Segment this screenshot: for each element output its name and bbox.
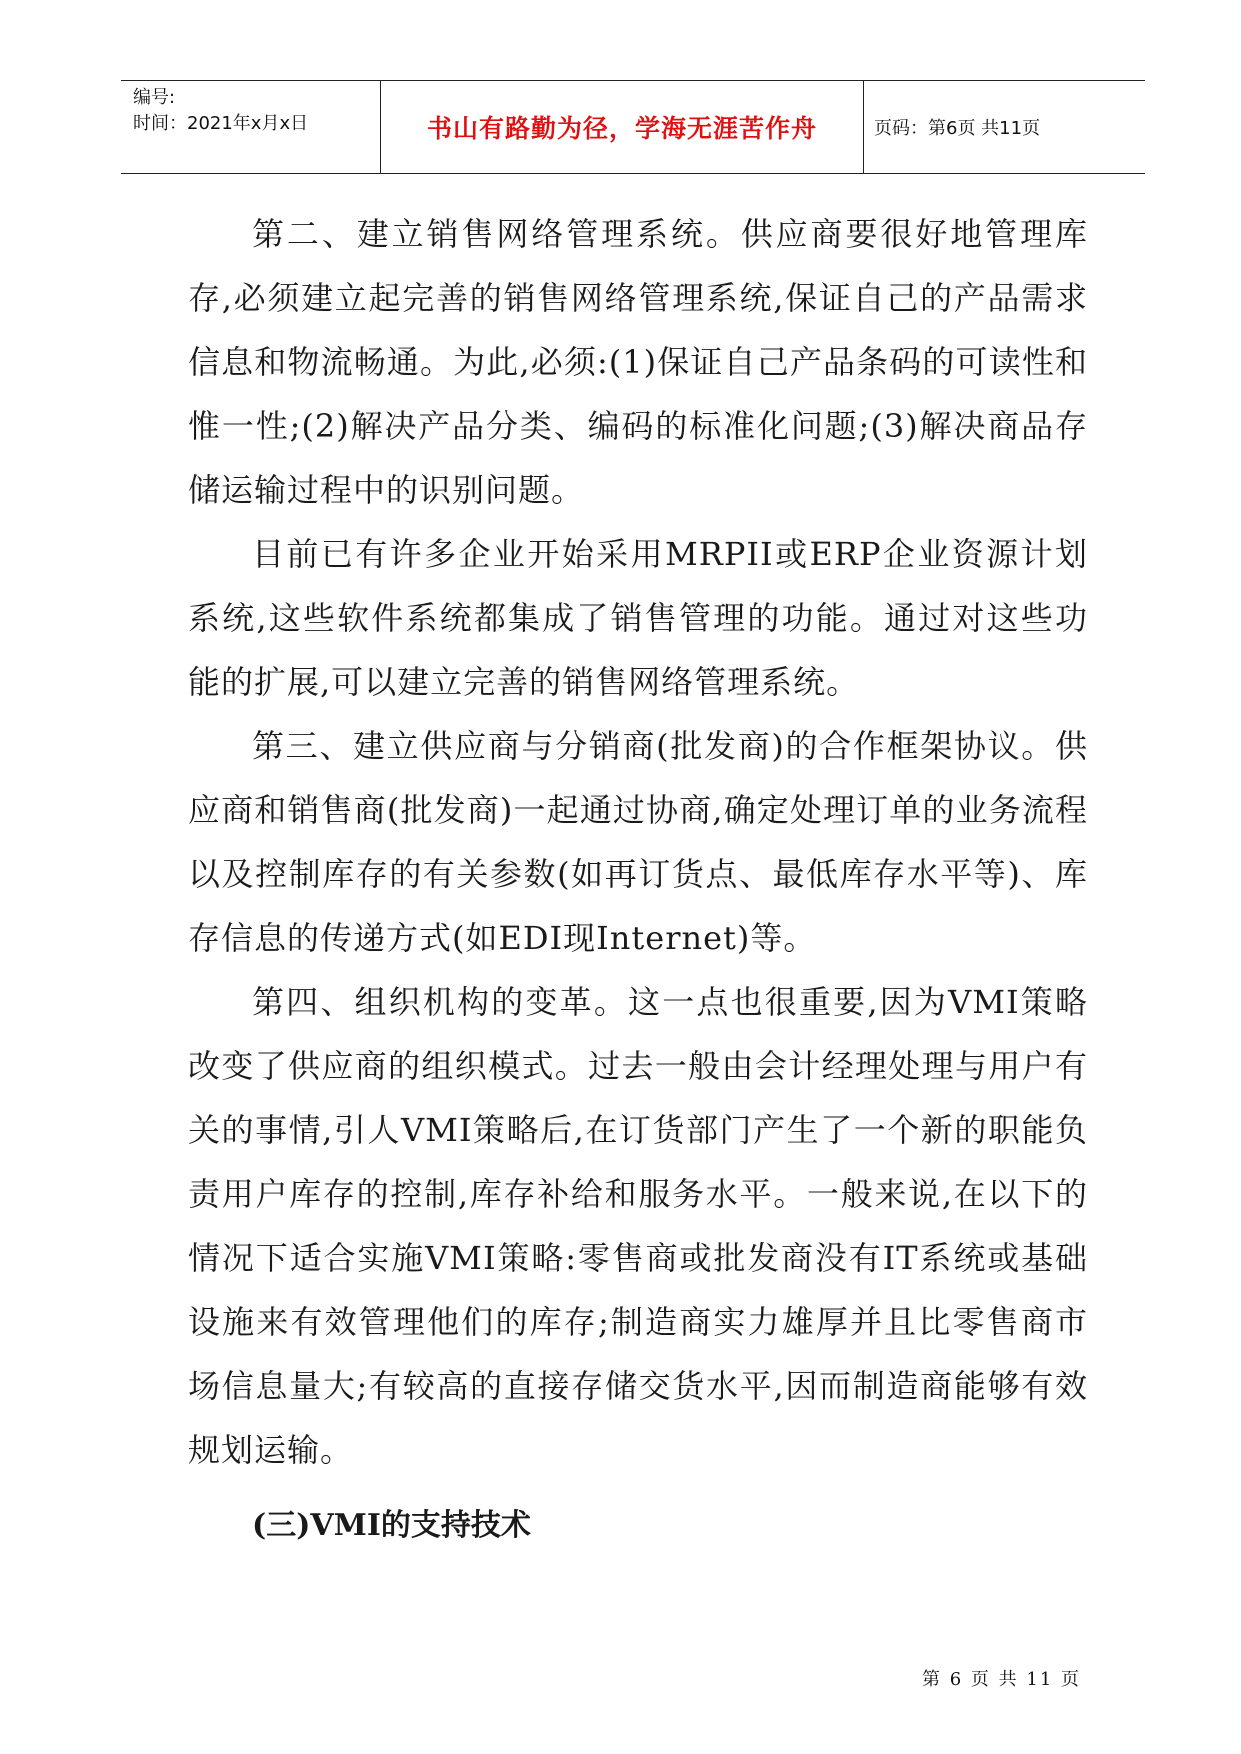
- paragraph-network-system: 第二、建立销售网络管理系统。供应商要很好地管理库存,必须建立起完善的销售网络管理系统,保证自己的产品需求信息和物流畅通。为此,必须:(1)保证自己产品条码的可读性和惟一性;(2)解决产品分类、编码的标准化问题;(3)解决商品存储运输过程中的识别问题。: [188, 215, 1088, 509]
- document-header: [121, 80, 1145, 174]
- header-page-info: 页码：第6页 共11页: [874, 118, 1041, 139]
- paragraph-erp-systems: 目前已有许多企业开始采用MRPII或ERP企业资源计划系统,这些软件系统都集成了销售管理的功能。通过对这些功能的扩展,可以建立完善的销售网络管理系统。: [188, 535, 1088, 701]
- time-label: 时间：2021年x月x日: [133, 113, 309, 134]
- document-body: [188, 202, 1088, 1558]
- code-label: 编号:: [133, 87, 176, 108]
- page-footer: 第 6 页 共 11 页: [922, 1669, 1081, 1690]
- paragraph-framework-agreement: 第三、建立供应商与分销商(批发商)的合作框架协议。供应商和销售商(批发商)一起通过协商,确定处理订单的业务流程以及控制库存的有关参数(如再订货点、最低库存水平等)、库存信息的传递方式(如EDI现Internet)等。: [188, 727, 1088, 957]
- header-meta: [121, 81, 381, 173]
- paragraph-organization-change: 第四、组织机构的变革。这一点也很重要,因为VMI策略改变了供应商的组织模式。过去一般由会计经理处理与用户有关的事情,引人VMI策略后,在订货部门产生了一个新的职能负责用户库存的控制,库存补给和服务水平。一般来说,在以下的情况下适合实施VMI策略:零售商或批发商没有IT系统或基础设施来有效管理他们的库存;制造商实力雄厚并且比零售商市场信息量大;有较高的直接存储交货水平,因而制造商能够有效规划运输。: [188, 983, 1088, 1469]
- header-motto: 书山有路勤为径，学海无涯苦作舟: [381, 81, 864, 173]
- section-heading: (三)VMI的支持技术: [252, 1508, 531, 1543]
